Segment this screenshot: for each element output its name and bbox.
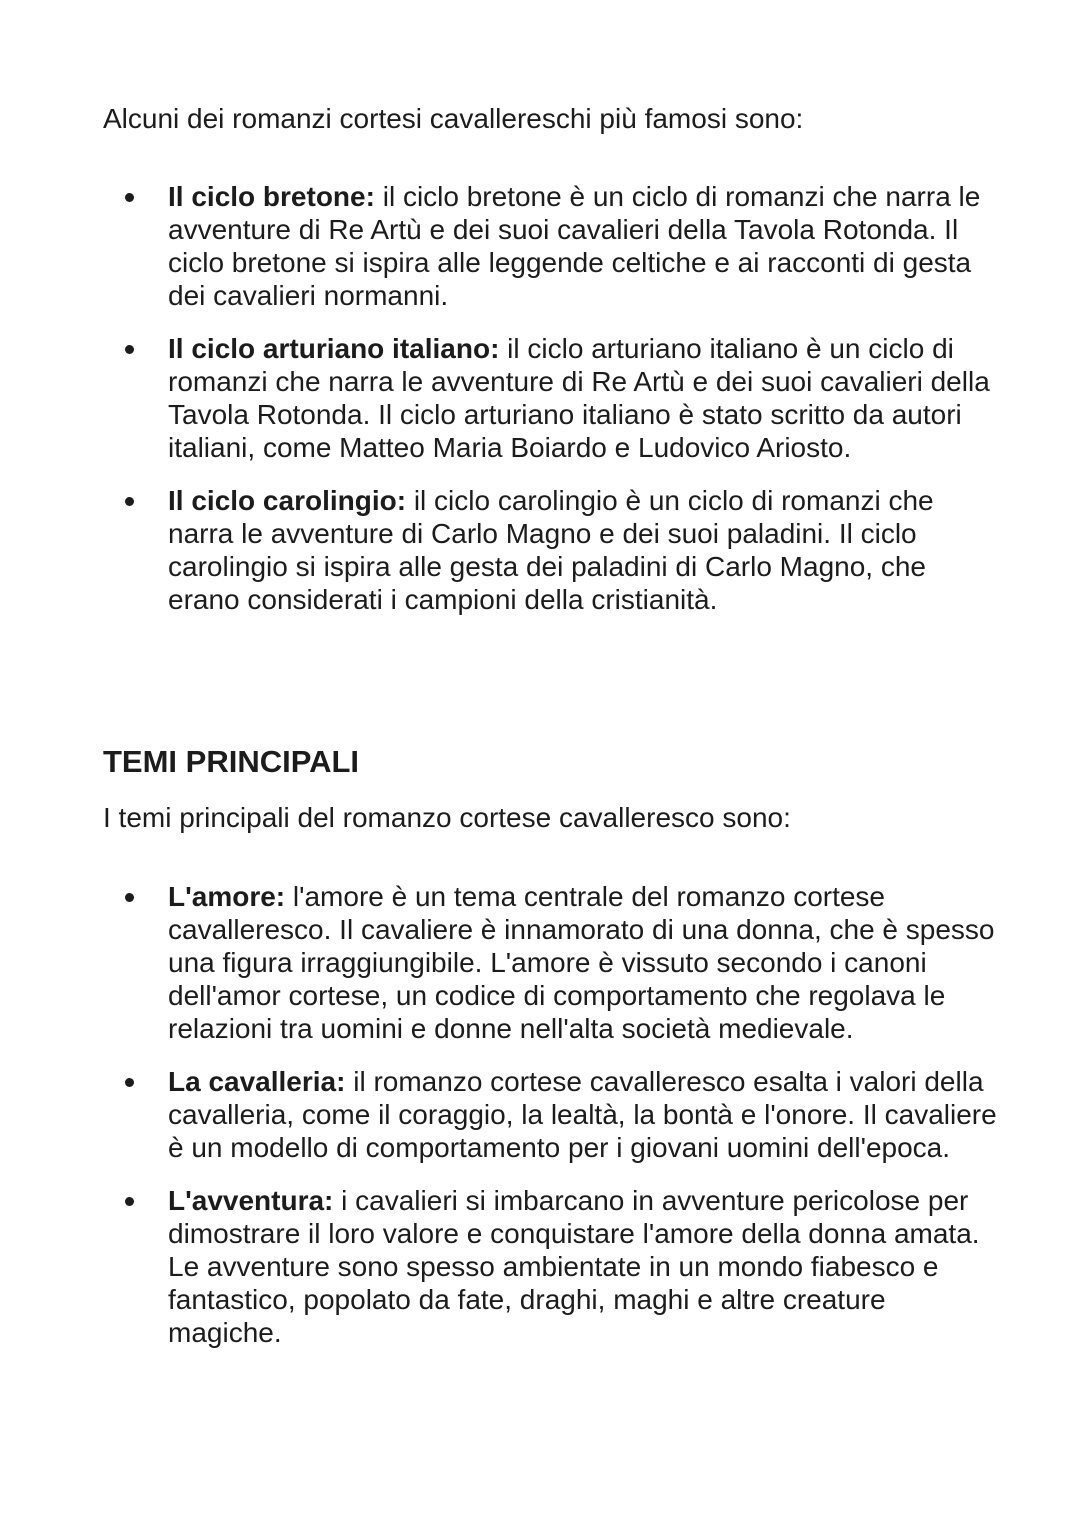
cicli-list [168,180,998,616]
bullet-icon [125,1078,134,1087]
list-item-text: il romanzo cortese cavalleresco esalta i valori della cavalleria, come il coraggio, la lealtà, la bontà e l'onore. Il cavaliere è un modello di comportamento per i giovani uomini dell'epoca. [168,1066,997,1163]
list-item-text: il ciclo bretone è un ciclo di romanzi che narra le avventure di Re Artù e dei suoi cavalieri della Tavola Rotonda. Il ciclo bretone si ispira alle leggende celtiche e ai racconti di gesta dei cavalieri normanni. [168,181,981,311]
bullet-icon [125,1197,134,1206]
temi-intro-paragraph: I temi principali del romanzo cortese cavalleresco sono: [103,802,791,833]
list-item-term: Il ciclo bretone: [168,181,375,212]
list-item-amore [168,880,998,1045]
bullet-icon [125,345,134,354]
temi-list [168,880,998,1349]
list-item-ciclo-arturiano [168,332,998,464]
list-item-text: il ciclo arturiano italiano è un ciclo di romanzi che narra le avventure di Re Artù e dei suoi cavalieri della Tavola Rotonda. Il ciclo arturiano italiano è stato scritto da autori italiani, come Matteo Maria Boiardo e Ludovico Ariosto. [168,333,990,463]
list-item-text: i cavalieri si imbarcano in avventure pericolose per dimostrare il loro valore e conquistare l'amore della donna amata. Le avventure sono spesso ambientate in un mondo fiabesco e fantastico, popolato da fate, draghi, maghi e altre creature magiche. [168,1185,980,1348]
list-item-text: l'amore è un tema centrale del romanzo cortese cavalleresco. Il cavaliere è innamorato di una donna, che è spesso una figura irraggiungibile. L'amore è vissuto secondo i canoni dell'amor cortese, un codice di comportamento che regolava le relazioni tra uomini e donne nell'alta società medievale. [168,881,995,1044]
list-item-term: L'avventura: [168,1185,334,1216]
list-item-cavalleria [168,1065,998,1164]
section-heading-temi: TEMI PRINCIPALI [103,744,360,779]
bullet-icon [125,193,134,202]
list-item-term: Il ciclo arturiano italiano: [168,333,500,364]
list-item-ciclo-bretone [168,180,998,312]
list-item-term: L'amore: [168,881,286,912]
bullet-icon [125,893,134,902]
intro-paragraph: Alcuni dei romanzi cortesi cavallereschi più famosi sono: [103,103,804,134]
list-item-term: Il ciclo carolingio: [168,485,407,516]
list-item-term: La cavalleria: [168,1066,346,1097]
list-item-text: il ciclo carolingio è un ciclo di romanzi che narra le avventure di Carlo Magno e dei suoi paladini. Il ciclo carolingio si ispira alle gesta dei paladini di Carlo Magno, che erano considerati i campioni della cristianità. [168,485,934,615]
list-item-ciclo-carolingio [168,484,998,616]
list-item-avventura [168,1184,998,1349]
bullet-icon [125,497,134,506]
